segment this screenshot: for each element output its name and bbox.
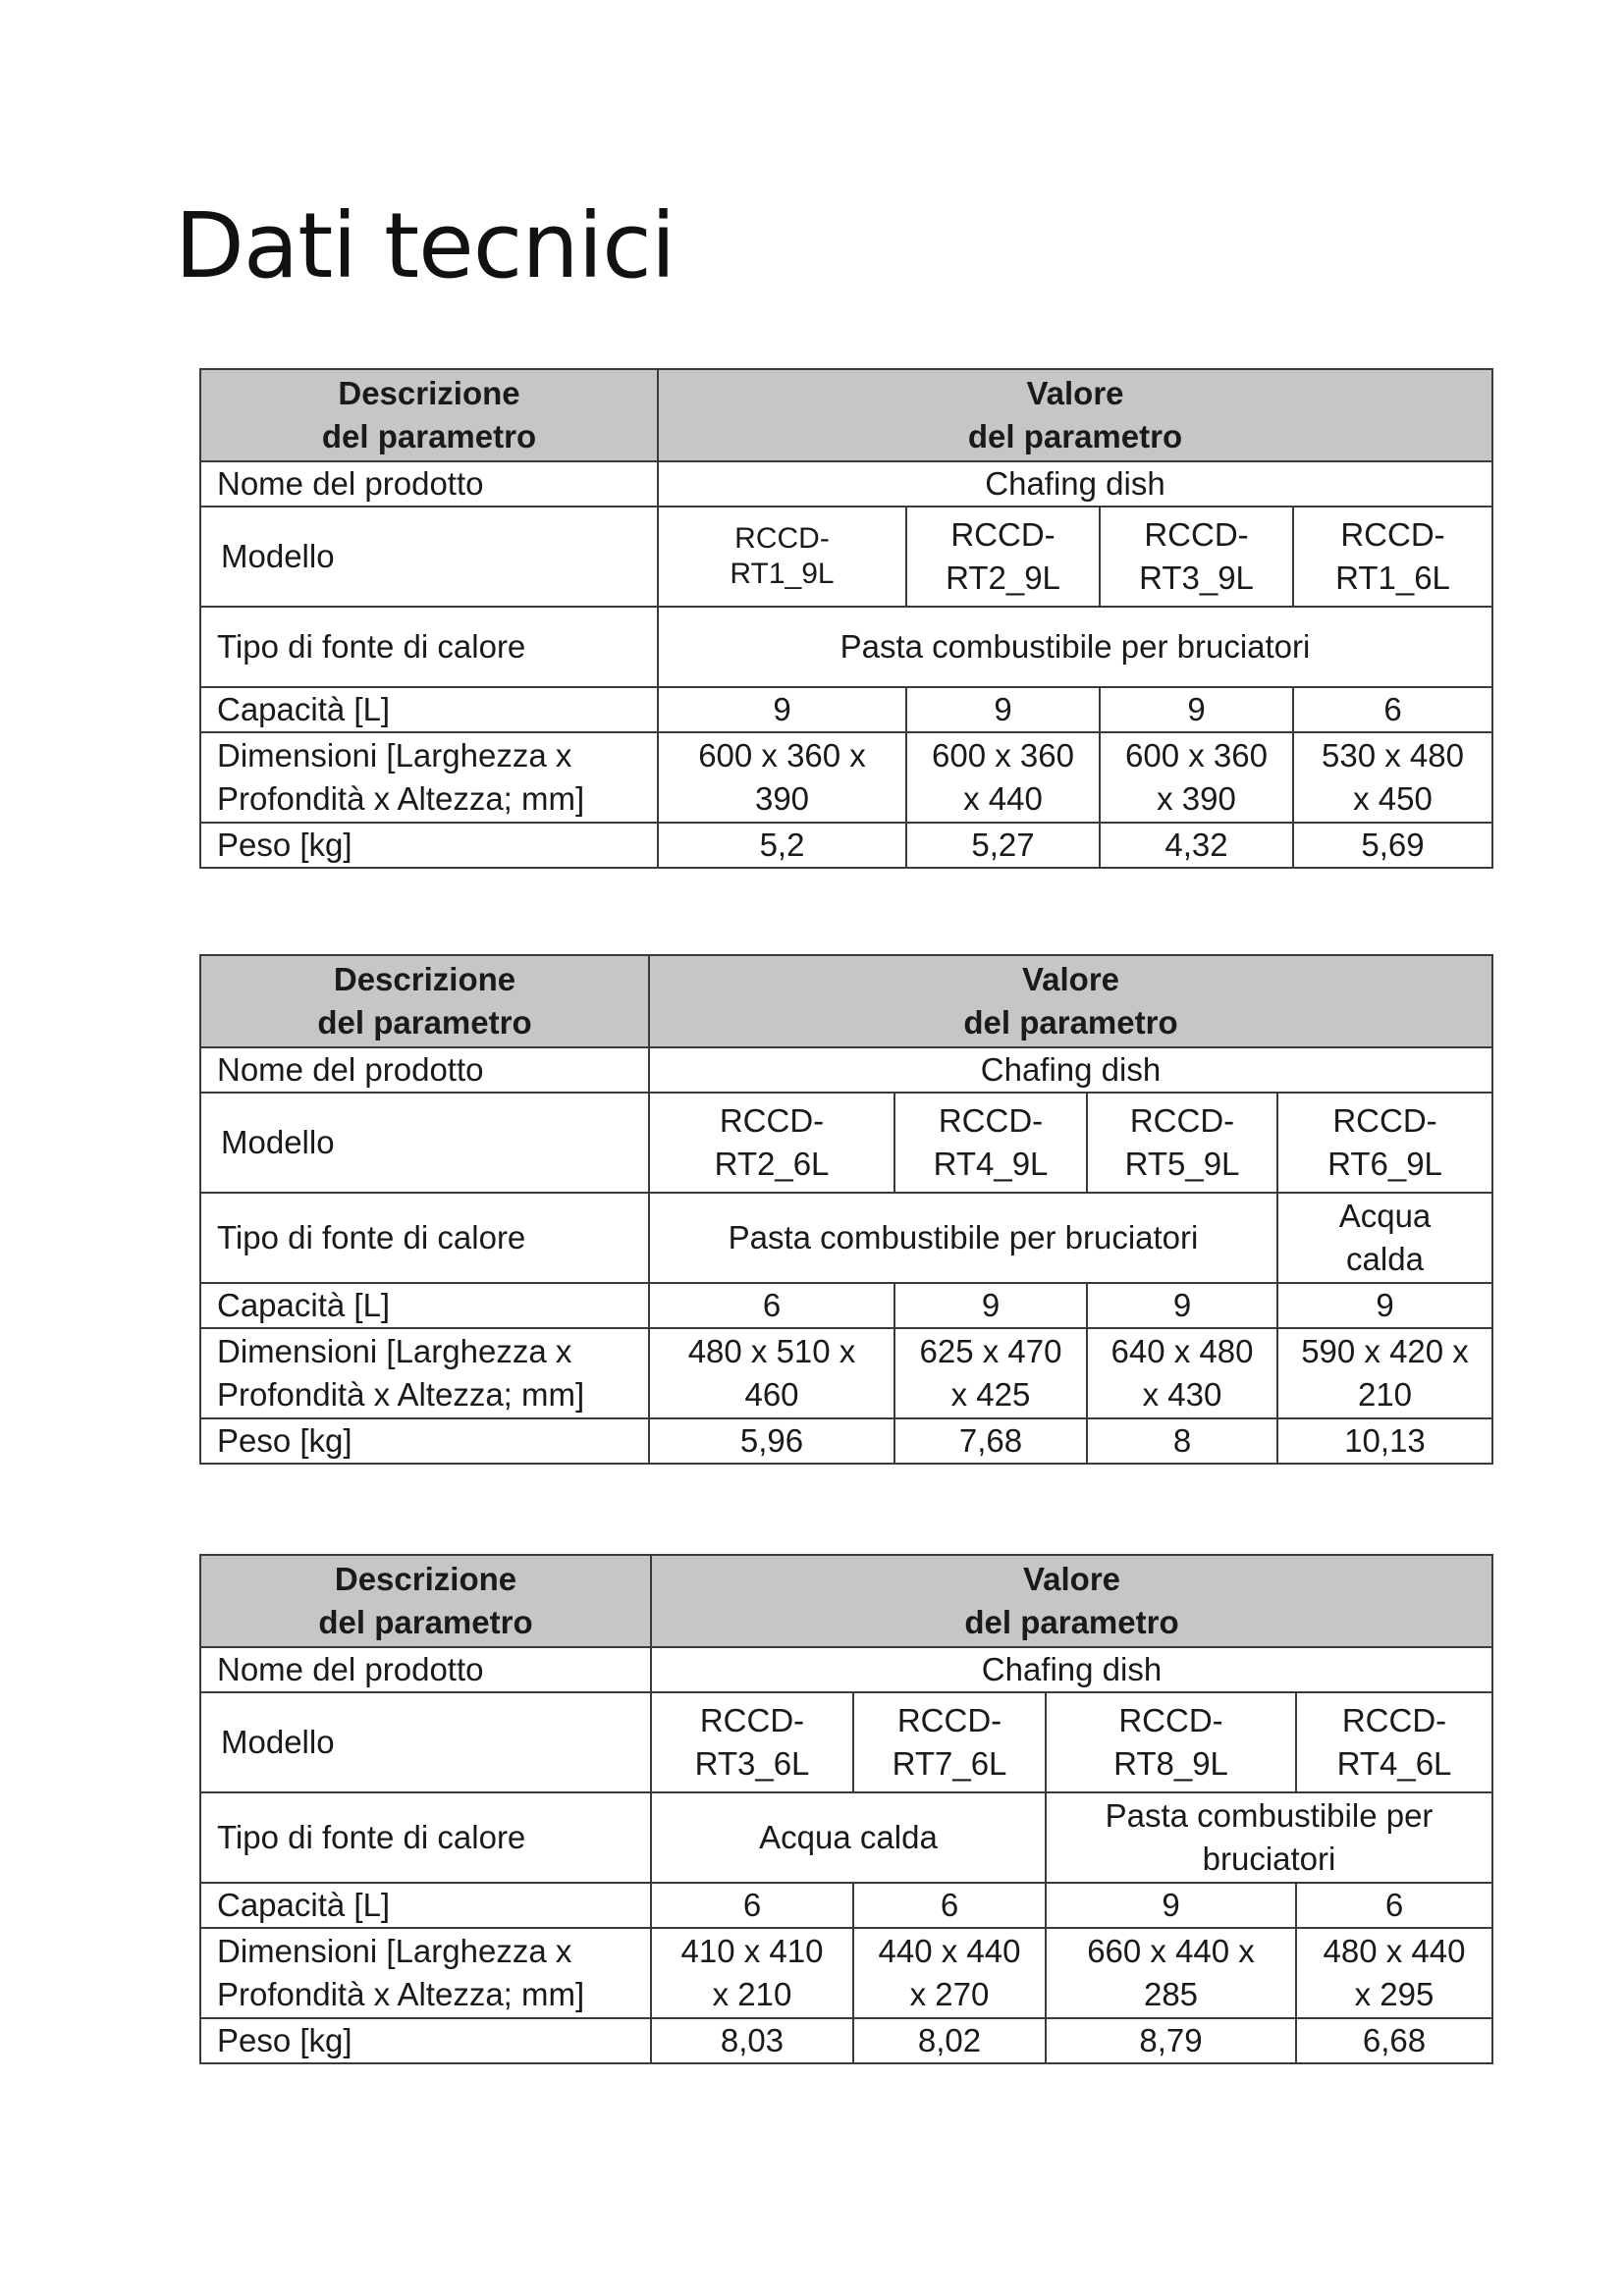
dimensions-cell: 480 x 510 x 460 — [649, 1328, 894, 1418]
model-cell: RCCD- RT1_9L — [658, 507, 906, 607]
model-cell: RCCD- RT7_6L — [853, 1692, 1046, 1792]
row-label: Modello — [200, 1093, 649, 1193]
page-title: Dati tecnici — [175, 193, 676, 298]
row-label: Capacità [L] — [200, 1283, 649, 1328]
table-row-weight — [200, 823, 1492, 868]
weight-cell: 8,02 — [853, 2018, 1046, 2063]
row-label: Peso [kg] — [200, 2018, 651, 2063]
header-param-desc: Descrizione del parametro — [200, 1555, 651, 1647]
table-row-product-name — [200, 461, 1492, 507]
model-cell: RCCD- RT4_6L — [1296, 1692, 1492, 1792]
dimensions-cell: 660 x 440 x 285 — [1046, 1928, 1296, 2018]
table-row-capacity — [200, 1283, 1492, 1328]
model-cell: RCCD- RT3_6L — [651, 1692, 853, 1792]
capacity-cell: 9 — [1046, 1883, 1296, 1928]
capacity-cell: 9 — [658, 687, 906, 732]
weight-cell: 5,2 — [658, 823, 906, 868]
table-row-weight — [200, 1418, 1492, 1464]
table-row-heat-source — [200, 1792, 1492, 1883]
spec-table-1 — [199, 368, 1493, 869]
heat-source-cell: Acqua calda — [1277, 1193, 1492, 1283]
dimensions-cell: 600 x 360 x 390 — [1100, 732, 1293, 823]
capacity-cell: 9 — [1277, 1283, 1492, 1328]
capacity-cell: 6 — [649, 1283, 894, 1328]
dimensions-cell: 480 x 440 x 295 — [1296, 1928, 1492, 2018]
product-name-value: Chafing dish — [651, 1647, 1492, 1692]
row-label: Tipo di fonte di calore — [200, 607, 658, 687]
heat-source-cell: Acqua calda — [651, 1792, 1046, 1883]
weight-cell: 5,69 — [1293, 823, 1492, 868]
model-cell: RCCD- RT5_9L — [1087, 1093, 1277, 1193]
capacity-cell: 9 — [894, 1283, 1087, 1328]
model-cell: RCCD- RT6_9L — [1277, 1093, 1492, 1193]
product-name-value: Chafing dish — [649, 1047, 1492, 1093]
spec-table-2 — [199, 954, 1493, 1465]
weight-cell: 5,27 — [906, 823, 1100, 868]
model-cell: RCCD- RT2_6L — [649, 1093, 894, 1193]
table-row-weight — [200, 2018, 1492, 2063]
table-row-capacity — [200, 687, 1492, 732]
table-row-capacity — [200, 1883, 1492, 1928]
row-label: Modello — [200, 507, 658, 607]
table-row-product-name — [200, 1647, 1492, 1692]
row-label: Dimensioni [Larghezza x Profondità x Altezza; mm] — [200, 1928, 651, 2018]
product-name-value: Chafing dish — [658, 461, 1492, 507]
table-header-row — [200, 955, 1492, 1047]
heat-source-cell: Pasta combustibile per bruciatori — [1046, 1792, 1492, 1883]
table-row-dimensions — [200, 732, 1492, 823]
capacity-cell: 6 — [651, 1883, 853, 1928]
weight-cell: 7,68 — [894, 1418, 1087, 1464]
table-row-model — [200, 1692, 1492, 1792]
row-label: Capacità [L] — [200, 687, 658, 732]
dimensions-cell: 625 x 470 x 425 — [894, 1328, 1087, 1418]
row-label: Peso [kg] — [200, 1418, 649, 1464]
dimensions-cell: 440 x 440 x 270 — [853, 1928, 1046, 2018]
weight-cell: 4,32 — [1100, 823, 1293, 868]
row-label: Dimensioni [Larghezza x Profondità x Altezza; mm] — [200, 732, 658, 823]
weight-cell: 8 — [1087, 1418, 1277, 1464]
row-label: Peso [kg] — [200, 823, 658, 868]
row-label: Nome del prodotto — [200, 1647, 651, 1692]
model-cell: RCCD- RT3_9L — [1100, 507, 1293, 607]
header-param-value: Valore del parametro — [649, 955, 1492, 1047]
model-cell: RCCD- RT1_6L — [1293, 507, 1492, 607]
header-param-desc: Descrizione del parametro — [200, 369, 658, 461]
dimensions-cell: 640 x 480 x 430 — [1087, 1328, 1277, 1418]
capacity-cell: 6 — [1296, 1883, 1492, 1928]
table-row-heat-source — [200, 607, 1492, 687]
capacity-cell: 9 — [1087, 1283, 1277, 1328]
dimensions-cell: 600 x 360 x 390 — [658, 732, 906, 823]
weight-cell: 8,79 — [1046, 2018, 1296, 2063]
row-label: Dimensioni [Larghezza x Profondità x Altezza; mm] — [200, 1328, 649, 1418]
capacity-cell: 6 — [1293, 687, 1492, 732]
capacity-cell: 6 — [853, 1883, 1046, 1928]
table-header-row — [200, 1555, 1492, 1647]
dimensions-cell: 410 x 410 x 210 — [651, 1928, 853, 2018]
table-row-model — [200, 507, 1492, 607]
row-label: Capacità [L] — [200, 1883, 651, 1928]
capacity-cell: 9 — [1100, 687, 1293, 732]
table-row-model — [200, 1093, 1492, 1193]
row-label: Nome del prodotto — [200, 461, 658, 507]
row-label: Tipo di fonte di calore — [200, 1193, 649, 1283]
heat-source-cell: Pasta combustibile per bruciatori — [649, 1193, 1277, 1283]
dimensions-cell: 600 x 360 x 440 — [906, 732, 1100, 823]
weight-cell: 6,68 — [1296, 2018, 1492, 2063]
weight-cell: 8,03 — [651, 2018, 853, 2063]
heat-source-cell: Pasta combustibile per bruciatori — [658, 607, 1492, 687]
header-param-value: Valore del parametro — [658, 369, 1492, 461]
table-row-dimensions — [200, 1328, 1492, 1418]
row-label: Modello — [200, 1692, 651, 1792]
table-row-dimensions — [200, 1928, 1492, 2018]
weight-cell: 5,96 — [649, 1418, 894, 1464]
model-cell: RCCD- RT4_9L — [894, 1093, 1087, 1193]
table-row-product-name — [200, 1047, 1492, 1093]
spec-table-3 — [199, 1554, 1493, 2064]
dimensions-cell: 590 x 420 x 210 — [1277, 1328, 1492, 1418]
model-cell: RCCD- RT2_9L — [906, 507, 1100, 607]
table-header-row — [200, 369, 1492, 461]
table-row-heat-source — [200, 1193, 1492, 1283]
row-label: Nome del prodotto — [200, 1047, 649, 1093]
header-param-desc: Descrizione del parametro — [200, 955, 649, 1047]
capacity-cell: 9 — [906, 687, 1100, 732]
model-cell: RCCD- RT8_9L — [1046, 1692, 1296, 1792]
weight-cell: 10,13 — [1277, 1418, 1492, 1464]
dimensions-cell: 530 x 480 x 450 — [1293, 732, 1492, 823]
row-label: Tipo di fonte di calore — [200, 1792, 651, 1883]
header-param-value: Valore del parametro — [651, 1555, 1492, 1647]
